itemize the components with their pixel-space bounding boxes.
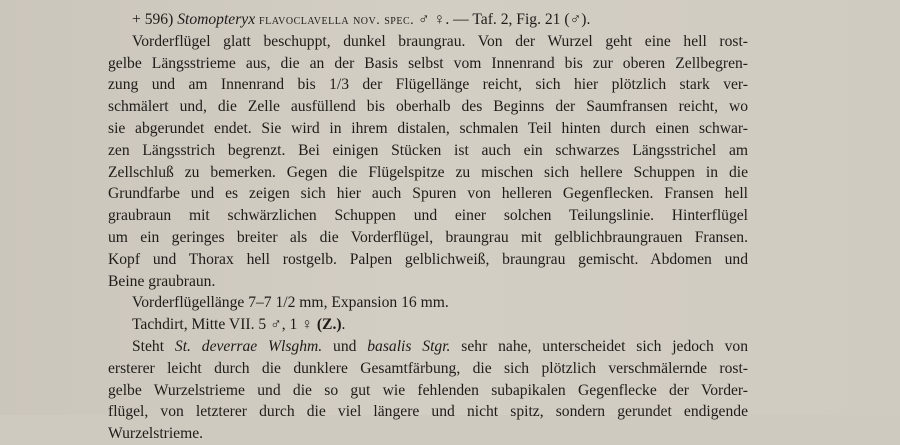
locality-end: .: [341, 316, 346, 334]
species-ref: basalis Stgr.: [367, 337, 451, 355]
locality-text: Tachdirt, Mitte VII. 5 ♂, 1 ♀: [132, 316, 313, 334]
description-line: zung und am Innenrand bis 1/3 der Flügellänge reicht, sich hier plötzlich stark ver-: [108, 76, 748, 94]
species-name: flavoclavella nov. spec.: [259, 13, 415, 28]
locality-line: [108, 314, 748, 336]
species-heading: [108, 9, 748, 31]
comparison-line: ersterer leicht durch die dunklere Gesamtfärbung, die sich plötzlich verschmälernde rost-: [108, 359, 748, 377]
description-line: sie abgerundet endet. Sie wird in ihrem distalen, schmalen Teil hinten durch einen schwar-: [108, 119, 748, 137]
description-line: schmälert und, die Zelle ausfüllend bis oberhalb des Beginns der Saumfransen reicht, wo: [108, 98, 748, 116]
comparison-text: und: [333, 337, 357, 355]
comparison-text: sehr nahe, unterscheidet sich jedoch von: [461, 337, 748, 355]
comparison-text: Steht: [132, 337, 165, 355]
description-line: Kopf und Thorax hell rostgelb. Palpen gelblichweiß, braungrau gemischt. Abdomen und: [108, 250, 748, 268]
comparison-line: [108, 336, 748, 358]
comparison-line: flügel, von letzterer durch die viel längere und nicht spitz, sondern gerundet endigende: [108, 403, 748, 421]
entry-number: + 596): [132, 11, 174, 28]
description-line: Zellschluß zu bemerken. Gegen die Flügelspitze zu mischen sich hellere Schuppen in die: [108, 163, 748, 181]
description-line: gelbe Längsstrieme aus, die an der Basis selbst vom Innenrand bis zur oberen Zellbegren-: [108, 54, 748, 72]
description-line: um ein geringes breiter als die Vorderflügel, braungrau mit gelblichbraungrauen Fransen.: [108, 228, 748, 246]
description-line: graubraun mit schwärzlichen Schuppen und einer solchen Teilungslinie. Hinterflügel: [108, 207, 748, 225]
description-line: Beine graubraun.: [108, 272, 216, 290]
wing-measurement: Vorderflügellänge 7–7 1/2 mm, Expansion 16 mm.: [132, 294, 449, 312]
description-line: Grundfarbe und es zeigen sich hier auch Spuren von helleren Gegenflecken. Fransen hell: [108, 185, 748, 203]
description-line: zen Längsstrich begrenzt. Bei einigen Stücken ist auch ein schwarzes Längsstrichel am: [108, 141, 748, 159]
comparison-line: Wurzelstrieme.: [108, 425, 204, 443]
species-entry: [108, 9, 748, 445]
comparison-line: gelbe Wurzelstrieme und die so gut wie fehlenden subapikalen Gegenflecke der Vorder-: [108, 381, 748, 399]
description-line: Vorderflügel glatt beschuppt, dunkel braungrau. Von der Wurzel geht eine hell rost-: [132, 32, 748, 50]
sex-symbols: ♂ ♀.: [418, 11, 450, 28]
plate-reference: — Taf. 2, Fig. 21 (♂).: [453, 11, 591, 28]
genus-name: Stomopteryx: [177, 11, 256, 28]
species-ref: St. deverrae Wlsghm.: [174, 337, 323, 355]
collector: (Z.): [316, 316, 342, 334]
